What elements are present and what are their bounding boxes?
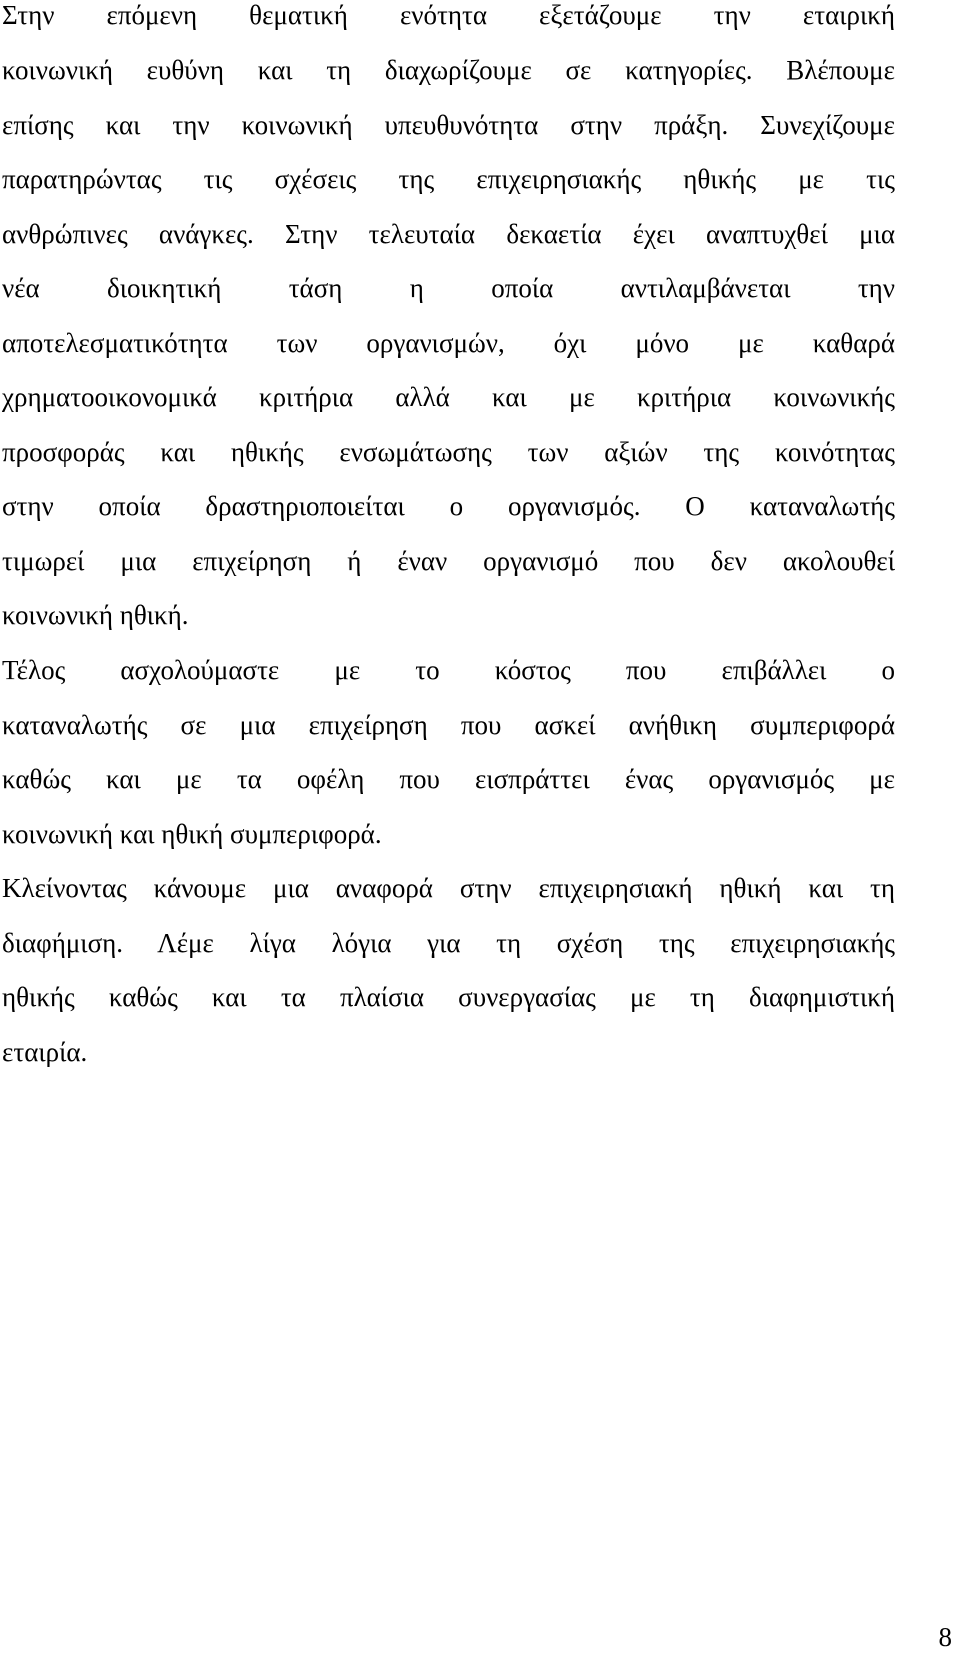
text-line: κοινωνική και ηθική συμπεριφορά.: [2, 819, 382, 849]
text-line: διαφήμιση. Λέμε λίγα λόγια για τη σχέση της επιχειρησιακής: [2, 928, 895, 958]
text-line: κοινωνική ευθύνη και τη διαχωρίζουμε σε κατηγορίες. Βλέπουμε: [2, 55, 895, 85]
text-line: εταιρία.: [2, 1037, 88, 1067]
text-line: χρηματοοικονομικά κριτήρια αλλά και με κριτήρια κοινωνικής: [2, 382, 895, 412]
text-line: κοινωνική ηθική.: [2, 600, 189, 630]
text-line: ηθικής καθώς και τα πλαίσια συνεργασίας με τη διαφημιστική: [2, 982, 895, 1012]
text-line: παρατηρώντας τις σχέσεις της επιχειρησιακής ηθικής με τις: [2, 164, 895, 194]
text-line: Τέλος ασχολούμαστε με το κόστος που επιβάλλει ο: [2, 655, 895, 685]
text-line: νέα διοικητική τάση η οποία αντιλαμβάνεται την: [2, 273, 895, 303]
text-line: καταναλωτής σε μια επιχείρηση που ασκεί ανήθικη συμπεριφορά: [2, 710, 895, 740]
text-line: ανθρώπινες ανάγκες. Στην τελευταία δεκαετία έχει αναπτυχθεί μια: [2, 219, 895, 249]
text-line: καθώς και με τα οφέλη που εισπράττει ένας οργανισμός με: [2, 764, 895, 794]
text-line: Στην επόμενη θεματική ενότητα εξετάζουμε την εταιρική: [2, 0, 895, 30]
text-line: Κλείνοντας κάνουμε μια αναφορά στην επιχειρησιακή ηθική και τη: [2, 873, 895, 903]
text-line: στην οποία δραστηριοποιείται ο οργανισμός. Ο καταναλωτής: [2, 491, 895, 521]
text-line: τιμωρεί μια επιχείρηση ή έναν οργανισμό που δεν ακολουθεί: [2, 546, 895, 576]
text-line: επίσης και την κοινωνική υπευθυνότητα στην πράξη. Συνεχίζουμε: [2, 110, 895, 140]
text-line: προσφοράς και ηθικής ενσωμάτωσης των αξιών της κοινότητας: [2, 437, 895, 467]
page-number: 8: [938, 1622, 952, 1652]
text-line: αποτελεσματικότητα των οργανισμών, όχι μόνο με καθαρά: [2, 328, 895, 358]
